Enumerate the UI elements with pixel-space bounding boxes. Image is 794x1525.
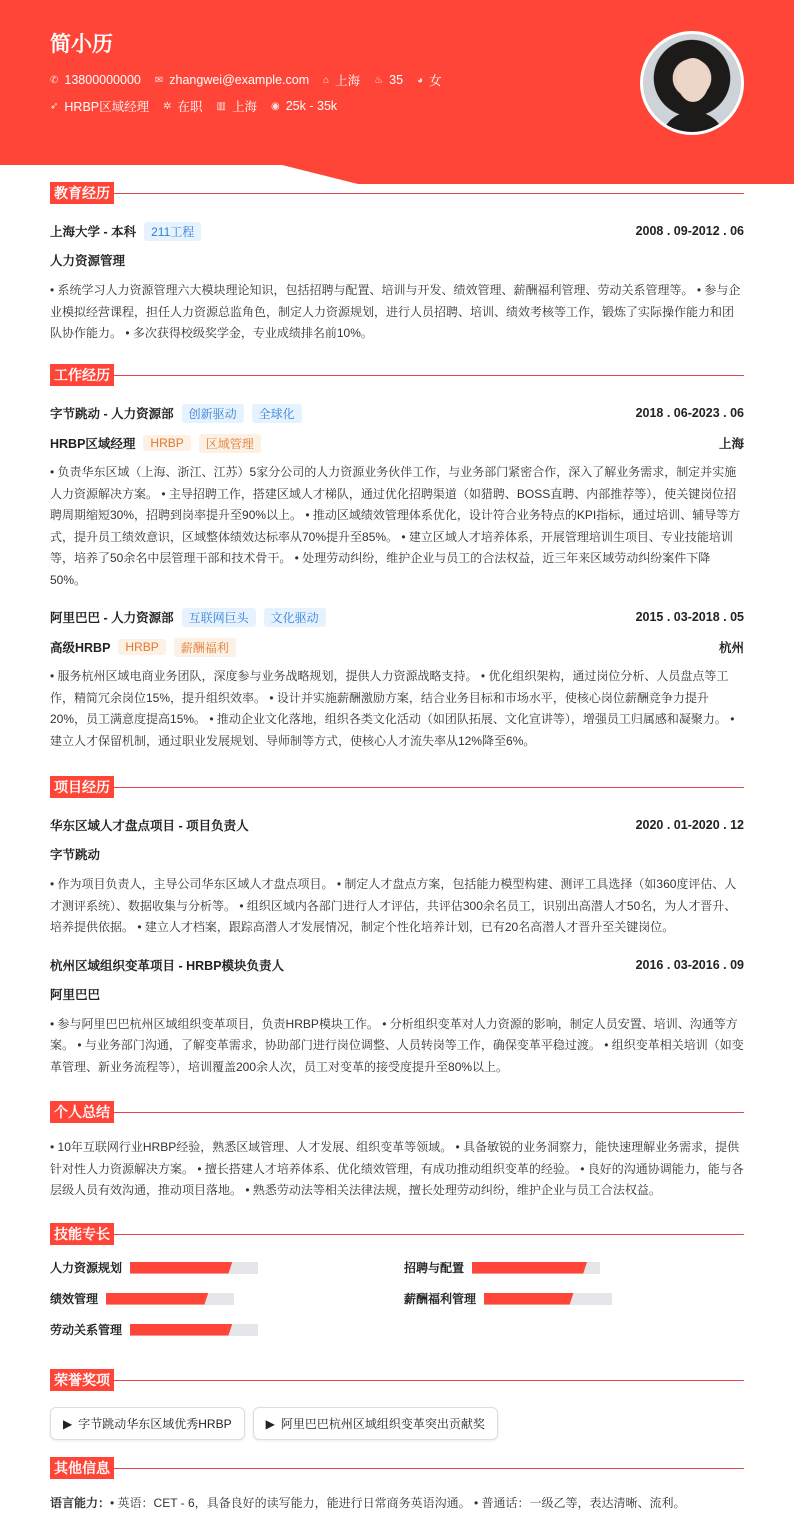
cake-icon: ♨ [374, 74, 384, 86]
tag: 文化驱动 [264, 608, 326, 627]
phone: 13800000000 [64, 73, 141, 87]
date: 2016 . 03-2016 . 09 [635, 957, 744, 972]
skill-bar-fill [130, 1262, 232, 1274]
tag: 互联网巨头 [182, 608, 256, 627]
description: • 10年互联网行业HRBP经验，熟悉区域管理、人才发展、组织变革等领域。 • 具备敏锐的业务洞察力，能快速理解业务需求，提供针对性人力资源解决方案。 • 擅长搭建人才培养体系、优化绩效管理，有成功推动组织变革的经验。 • 良好的沟通协调能力，能与各层级人员有效沟通，推动项目落地。 • 熟悉劳动法等相关法律法规，擅长处理劳动纠纷，维护企业与员工合法权益。 [50, 1140, 744, 1197]
skill-bar-fill [484, 1293, 574, 1305]
project-name: 杭州区域组织变革项目 - HRBP模块负责人 [50, 958, 285, 973]
skill-item [50, 1259, 404, 1276]
work-item [50, 403, 744, 591]
skill-name: 招聘与配置 [404, 1261, 465, 1275]
status: 在职 [177, 100, 203, 114]
position: HRBP区域经理 [64, 100, 150, 114]
age: 35 [389, 73, 404, 87]
section-title: 个人总结 [50, 1101, 114, 1123]
tag: HRBP [143, 435, 190, 451]
skill-item [404, 1259, 744, 1276]
building-icon: ▥ [216, 100, 226, 112]
education-section [50, 182, 744, 345]
city: 杭州 [718, 641, 744, 655]
tag: 创新驱动 [182, 404, 244, 423]
projects-section [50, 776, 744, 1078]
section-title: 项目经历 [50, 776, 114, 798]
date: 2018 . 06-2023 . 06 [635, 406, 744, 420]
city: 上海 [231, 100, 257, 114]
salary: 25k - 35k [285, 99, 338, 113]
gender: 女 [429, 74, 442, 88]
email[interactable]: zhangwei@example.com [169, 73, 310, 87]
skill-bar [130, 1262, 258, 1274]
skill-bar-fill [472, 1262, 587, 1274]
skill-name: 薪酬福利管理 [404, 1292, 477, 1306]
gender-icon: ◕ [417, 74, 424, 86]
description: • 系统学习人力资源管理六大模块理论知识，包括招聘与配置、培训与开发、绩效管理、薪酬福利管理、劳动关系管理等。 • 参与企业模拟经营课程，担任人力资源总监角色，制定人力资源规划，进行人员招聘、培训、绩效考核等工作，锻炼了实际操作能力和团队协作能力。 • 多次获得校级奖学金，专业成绩排名前10%。 [50, 283, 741, 340]
major: 人力资源管理 [50, 254, 126, 268]
summary-section [50, 1101, 744, 1202]
project-name: 华东区域人才盘点项目 - 项目负责人 [50, 819, 249, 833]
triangle-icon: ▶ [265, 1416, 275, 1431]
date: 2015 . 03-2018 . 05 [635, 610, 744, 624]
school: 上海大学 - 本科 [50, 225, 137, 239]
tag: HRBP [118, 639, 165, 655]
description: • 参与阿里巴巴杭州区域组织变革项目，负责HRBP模块工作。 • 分析组织变革对人力资源的影响，制定人员安置、培训、沟通等方案。 • 与业务部门沟通，了解变革需求，协助部门进行岗位调整、人员转岗等工作，确保变革平稳过渡。 • 组织变革相关培训（如变革管理、新业务流程等），培训覆盖200余人次，员工对变革的接受度提升至80%以上。 [50, 1016, 744, 1074]
organization: 阿里巴巴 [50, 987, 101, 1002]
send-icon: ➶ [50, 100, 59, 112]
section-title: 技能专长 [50, 1223, 114, 1245]
section-title: 其他信息 [50, 1457, 114, 1479]
skill-name: 人力资源规划 [50, 1261, 123, 1275]
mail-icon: ✉ [154, 74, 164, 86]
job-intent-row [50, 97, 337, 115]
tag: 区域管理 [199, 434, 261, 453]
tag: 211工程 [144, 222, 201, 241]
skill-name: 劳动关系管理 [50, 1323, 123, 1337]
skill-bar [130, 1324, 258, 1336]
triangle-icon: ▶ [63, 1416, 73, 1431]
award-item [253, 1407, 498, 1440]
award-label: 阿里巴巴杭州区域组织变革突出贡献奖 [280, 1417, 485, 1431]
description: • 作为项目负责人，主导公司华东区域人才盘点项目。 • 制定人才盘点方案，包括能力模型构建、测评工具选择（如360度评估、人才测评系统）、数据收集与分析等。 • 组织区域内各部门进行人才评估，共评估300余名员工，识别出高潜人才50名，为人才晋升、培养提供依据。 • 建立人才档案，跟踪高潜人才发展情况，制定个性化培养计划，已有20名高潜人才晋升至关键岗位。 [50, 877, 737, 934]
avatar [640, 31, 744, 135]
company: 字节跳动 - 人力资源部 [50, 407, 174, 421]
organization: 字节跳动 [50, 848, 101, 862]
city: 上海 [718, 437, 744, 451]
date: 2020 . 01-2020 . 12 [635, 818, 744, 832]
skill-name: 绩效管理 [50, 1292, 99, 1306]
section-title: 教育经历 [50, 182, 114, 204]
work-item [50, 607, 744, 752]
tag: 薪酬福利 [174, 638, 236, 657]
contact-row [50, 71, 442, 89]
home-icon: ⌂ [323, 74, 330, 86]
role: HRBP区域经理 [50, 437, 136, 451]
awards-section [50, 1369, 744, 1440]
status-icon: ✲ [163, 100, 172, 112]
salary-icon: ◉ [271, 100, 280, 112]
language-desc: • 英语：CET - 6，具备良好的读写能力，能进行日常商务英语沟通。 • 普通话：一级乙等，表达清晰、流利。 [110, 1496, 686, 1510]
section-title: 荣誉奖项 [50, 1369, 114, 1391]
award-label: 字节跳动华东区域优秀HRBP [78, 1417, 232, 1431]
skills-section [50, 1223, 744, 1338]
work-section [50, 364, 744, 752]
description: • 负责华东区域（上海、浙江、江苏）5家分公司的人力资源业务伙伴工作，与业务部门紧密合作，深入了解业务需求，制定并实施人力资源解决方案。 • 主导招聘工作，搭建区域人才梯队，通过优化招聘渠道（如猎聘、BOSS直聘、内部推荐等），使关键岗位招聘周期缩短30%，招聘到岗率提升至90%以上。 • 推动区域绩效管理体系优化，设计符合业务特点的KPI指标，通过培训、辅导等方式，提升员工绩效意识，区域整体绩效达标率从70%提升至85%。 • 建立区域人才培养体系，开展管理培训生项目、专业技能培训等，培养了50余名中层管理干部和技术骨干。 • 处理劳动纠纷，维护企业与员工的合法权益，近三年来区域劳动纠纷案件下降50%。 [50, 465, 741, 587]
skill-bar [484, 1293, 612, 1305]
language-label: 语言能力： [50, 1496, 111, 1510]
skill-bar-fill [106, 1293, 208, 1305]
tag: 全球化 [252, 404, 302, 423]
award-item [50, 1407, 245, 1440]
date: 2008 . 09-2012 . 06 [635, 224, 744, 238]
skill-item [50, 1290, 404, 1307]
description: • 服务杭州区域电商业务团队，深度参与业务战略规划，提供人力资源战略支持。 • 优化组织架构，通过岗位分析、人员盘点等工作，精简冗余岗位15%，提升组织效率。 • 设计并实施薪酬激励方案，结合业务目标和市场水平，使核心岗位薪酬竞争力提升20%，员工满意度提高15%。 • 推动企业文化落地，组织各类文化活动（如团队拓展、文化宣讲等），增强员工归属感和凝聚力。 • 建立人才保留机制，通过职业发展规划、导师制等方式，使核心人才流失率从12%降至6%。 [50, 669, 735, 748]
skill-bar [106, 1293, 234, 1305]
location: 上海 [335, 74, 361, 88]
candidate-name: 简小历 [50, 33, 113, 56]
skill-bar-fill [130, 1324, 232, 1336]
other-section [50, 1457, 744, 1515]
skill-item [50, 1321, 404, 1338]
company: 阿里巴巴 - 人力资源部 [50, 611, 174, 625]
skill-item [404, 1290, 744, 1307]
skill-bar [472, 1262, 600, 1274]
phone-icon: ✆ [50, 74, 59, 86]
role: 高级HRBP [50, 641, 111, 655]
section-title: 工作经历 [50, 364, 114, 386]
